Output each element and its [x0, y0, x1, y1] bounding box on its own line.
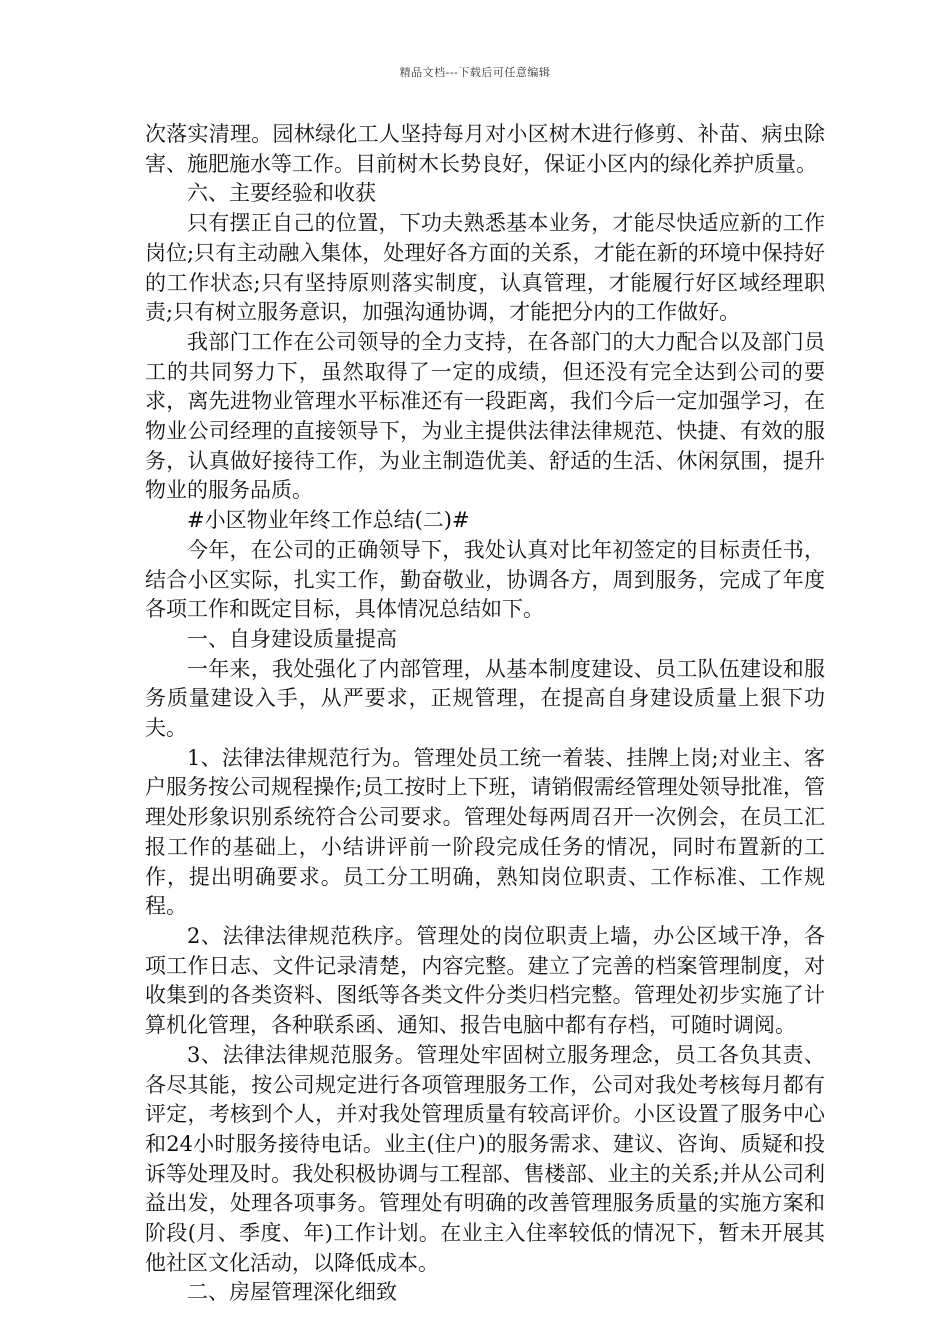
paragraph-internal-management: 一年来，我处强化了内部管理，从基本制度建设、员工队伍建设和服务质量建设入手，从严要求，正规管理，在提高自身建设质量上狠下功夫。 [145, 656, 825, 741]
section-heading-experience: 六、主要经验和收获 [187, 181, 376, 206]
paragraph-department-summary: 我部门工作在公司领导的全力支持，在各部门的大力配合以及部门员工的共同努力下，虽然取得了一定的成绩，但还没有完全达到公司的要求，离先进物业管理水平标准还有一段距离，我们今后一定加强学习，在物业公司经理的直接领导下，为业主提供法律法律规范、快捷、有效的服务，认真做好接待工作，为业主制造优美、舒适的生活、休闲氛围，提升物业的服务品质。 [145, 329, 825, 503]
page-header: 精品文档---下载后可任意编辑 [399, 66, 551, 79]
document-body [145, 120, 825, 1308]
document-title-part-two: #小区物业年终工作总结(二)# [187, 508, 470, 533]
paragraph-item-3-service: 3、法律法律规范服务。管理处牢固树立服务理念，员工各负其责、各尽其能，按公司规定进行各项管理服务工作，公司对我处考核每月都有评定，考核到个人，并对我处管理质量有较高评价。小区设置了服务中心和24小时服务接待电话。业主(住户)的服务需求、建议、咨询、质疑和投诉等处理及时。我处积极协调与工程部、售楼部、业主的关系;并从公司利益出发，处理各项事务。管理处有明确的改善管理服务质量的实施方案和阶段(月、季度、年)工作计划。在业主入住率较低的情况下，暂未开展其他社区文化活动，以降低成本。 [145, 1042, 825, 1275]
section-heading-self-construction: 一、自身建设质量提高 [187, 626, 397, 651]
paragraph-item-2-order: 2、法律法律规范秩序。管理处的岗位职责上墙，办公区域干净，各项工作日志、文件记录清楚，内容完整。建立了完善的档案管理制度，对收集到的各类资料、图纸等各类文件分类归档完整。管理处初步实施了计算机化管理，各种联系函、通知、报告电脑中都有存档，可随时调阅。 [145, 923, 825, 1038]
paragraph-item-1-behavior: 1、法律法律规范行为。管理处员工统一着装、挂牌上岗;对业主、客户服务按公司规程操作;员工按时上下班，请销假需经管理处领导批准，管理处形象识别系统符合公司要求。管理处每两周召开一次例会，在员工汇报工作的基础上，小结讲评前一阶段完成任务的情况，同时布置新的工作，提出明确要求。员工分工明确，熟知岗位职责、工作标准、工作规程。 [145, 745, 825, 919]
paragraph-experience: 只有摆正自己的位置，下功夫熟悉基本业务，才能尽快适应新的工作岗位;只有主动融入集体，处理好各方面的关系，才能在新的环境中保持好的工作状态;只有坚持原则落实制度，认真管理，才能履行好区域经理职责;只有树立服务意识，加强沟通协调，才能把分内的工作做好。 [145, 211, 825, 325]
paragraph-intro: 今年，在公司的正确领导下，我处认真对比年初签定的目标责任书，结合小区实际，扎实工作，勤奋敬业，协调各方，周到服务，完成了年度各项工作和既定目标，具体情况总结如下。 [145, 537, 825, 622]
section-heading-housing: 二、房屋管理深化细致 [187, 1280, 397, 1305]
paragraph-greening-continuation: 次落实清理。园林绿化工人坚持每月对小区树木进行修剪、补苗、病虫除害、施肥施水等工作。目前树木长势良好，保证小区内的绿化养护质量。 [145, 122, 825, 176]
